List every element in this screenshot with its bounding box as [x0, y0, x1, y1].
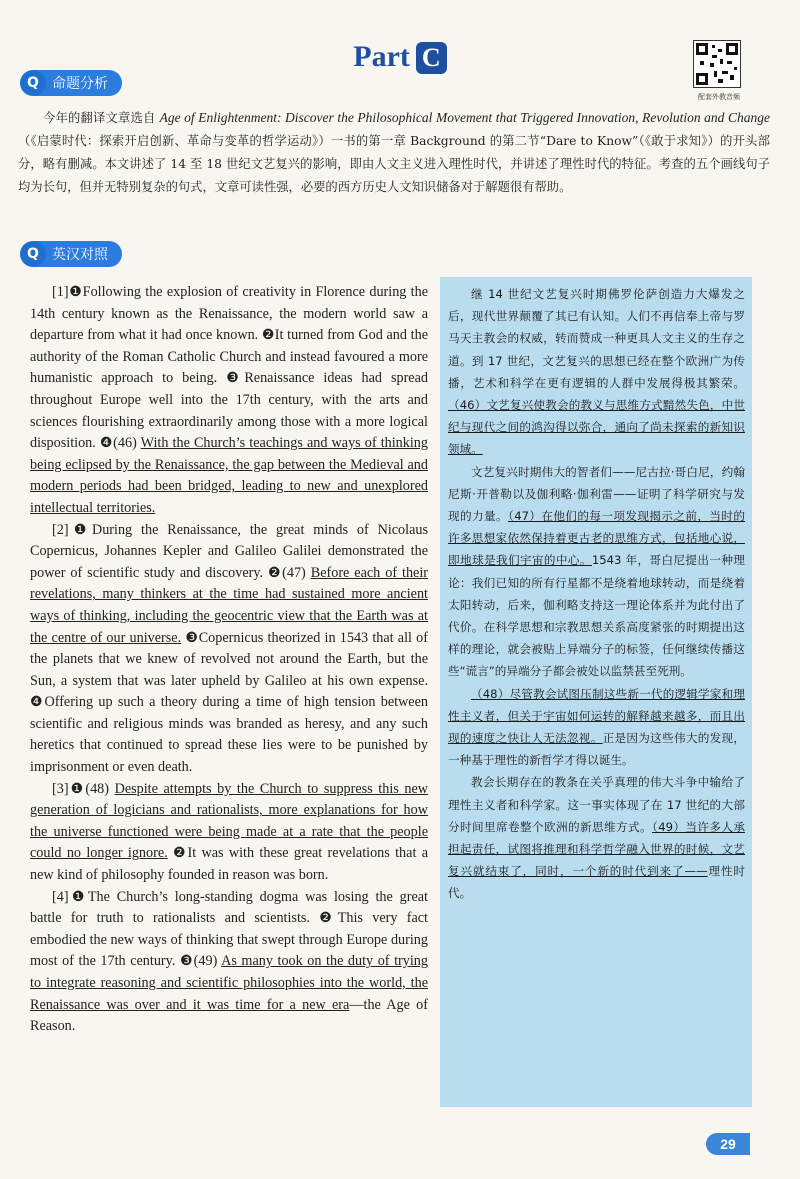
cn-p2-underlined: （47）在他们的每一项发现揭示之前，当时的许多思想家依然保持着更古老的思维方式，包括地心说，即地球是我们宇宙的中心。 — [448, 509, 745, 568]
en-paragraph-4 — [30, 887, 428, 1038]
en-p3-text-after: ❷It was with these great revelations that a new kind of philosophy founded in reason was born. — [30, 845, 428, 884]
en-p4-text: [4]❶The Church’s long-standing dogma was losing the great battle for truth to rationalists and scientists. ❷This very fact embodied the new ways of thinking that swept through Europe during most of the 17th century. ❸(49) — [30, 888, 428, 970]
cn-p3-underlined: （48）尽管教会试图压制这些新一代的逻辑学家和理性主义者，但关于宇宙如何运转的解释越来越多，而且出现的速度之快让人无法忽视。 — [448, 686, 745, 746]
cn-p4-underlined: （49）当许多人承担起责任，试图将推理和科学哲学融入世界的时候，文艺复兴就结束了，同时，一个新的时代到来了—— — [448, 819, 745, 879]
cn-p2-text-after: 1543 年，哥白尼提出一种理论：我们已知的所有行星都不是绕着地球转动，而是绕着太阳转动，后来，伽利略支持这一理论体系并为此付出了代价。在科学思想和宗教思想关系高度紧张的时期提出这样的理论，就会被贴上异端分子的标签，任何继续传播这些“谎言”的异端分子都会被处以监禁甚至死刑。 — [448, 553, 745, 679]
cn-p4-text: 教会长期存在的教条在关乎真理的伟大斗争中输给了理性主义者和科学家。这一事实体现了在 17 世纪的大部分时间里席卷整个欧洲的新思维方式。 — [448, 775, 745, 834]
en-paragraph-1 — [30, 282, 428, 520]
section-header-bilingual — [20, 241, 122, 267]
en-p3-text: [3]❶(48) — [52, 780, 115, 797]
en-paragraph-2 — [30, 520, 428, 779]
qr-caption: 配套外教音频 — [698, 93, 740, 101]
cn-paragraph-2 — [448, 461, 745, 683]
intro-text-1: 今年的翻译文章选自 — [43, 111, 156, 125]
cn-p1-underlined: （46）文艺复兴使教会的教义与思维方式黯然失色，中世纪与现代之间的鸿沟得以弥合，通向了尚未探索的新知识领域。 — [448, 398, 745, 457]
chinese-column — [448, 283, 745, 905]
qr-code-icon[interactable] — [693, 40, 741, 88]
cn-paragraph-4 — [448, 771, 745, 904]
en-p3-underlined: Despite attempts by the Church to suppress this new generation of logicians and rationalists, more explanations for how the universe functioned were being made at a rate that the people could no longer ignore. — [30, 780, 429, 862]
en-p4-text-after: —the Age of Reason. — [30, 996, 428, 1035]
en-p4-underlined: As many took on the duty of trying to integrate reasoning and scientific philosophies into the world, the Renaissance was over and it was time for a new era — [30, 953, 428, 1013]
cn-paragraph-1 — [448, 283, 745, 461]
section-title-bilingual: 英汉对照 — [34, 241, 122, 267]
part-word: Part — [353, 40, 410, 73]
q-badge-icon: Q — [20, 70, 46, 96]
section-header-analysis — [20, 70, 122, 96]
en-p2-text: [2]❶During the Renaissance, the great minds of Nicolaus Copernicus, Johannes Kepler and Galileo Galilei demonstrated the power of scientific study and discovery. ❷(47) — [30, 521, 428, 581]
en-p1-underlined: With the Church’s teachings and ways of thinking being eclipsed by the Renaissance, the gap between the Medieval and modern periods had been bridged, leading to new and unexplored intellectual territories. — [30, 435, 428, 516]
en-paragraph-3 — [30, 779, 428, 887]
section-title-analysis: 命题分析 — [34, 70, 122, 96]
book-title: Age of Enlightenment: Discover the Philosophical Movement that Triggered Innovation, Revolution and Change — [159, 110, 770, 125]
cn-p1-text: 继 14 世纪文艺复兴时期佛罗伦萨创造力大爆发之后，现代世界颠覆了其已有认知。人们不再信奉上帝与罗马天主教会的权威，转而赞成一种更具人文主义的生存之道。到 17 世纪，文艺复兴的思想已经在整个欧洲广为传播，艺术和科学在更有逻辑的人群中发展得极其繁荣。 — [448, 287, 745, 390]
part-title — [0, 40, 800, 74]
cn-p4-text-after: 理性时代。 — [448, 864, 745, 901]
en-p2-text-after: ❸Copernicus theorized in 1543 that all of the planets that we knew of revolved not around the Earth, but the Sun, a system that was later upheld by Galileo at his own expense. ❹Offering up such a theory during a time of high tension between scientific and religious minds was branded as heresy, and any such heretics that continued to spread these lies were to be punished by imprisonment or even death. — [30, 629, 429, 776]
cn-p2-text: 文艺复兴时期伟大的智者们——尼古拉·哥白尼，约翰尼斯·开普勒以及伽利略·伽利雷——证明了科学研究与发现的力量。 — [448, 464, 745, 524]
intro-text-2: （《启蒙时代：探索开启创新、革命与变革的哲学运动》）一书的第一章 Background 的第二节“Dare to Know”（《敢于求知》）的开头部分，略有删减。本文讲述了 14 至 18 世纪文艺复兴的影响，即由人文主义进入理性时代，并讲述了理性时代的特征。考查的五个画线句子均为长句，但并无特别复杂的句式，文章可读性强，必要的西方历史人文知识储备对于解题很有帮助。 — [18, 134, 770, 194]
page-number: 29 — [706, 1133, 750, 1155]
en-p2-underlined: Before each of their revelations, many thinkers at the time had sustained more ancient ways of thinking, including the geocentric view that the Earth was at the centre of our universe. — [30, 564, 429, 646]
en-p1-text: [1]❶Following the explosion of creativity in Florence during the 14th century known as the Renaissance, the modern world saw a departure from what it had once known. ❷It turned from God and the authority of the Roman Catholic Church and instead favoured a more humanistic approach to being. ❸Renaissance ideas had spread throughout Europe well into the 17th century, with the arts and sciences flourishing extraordinarily among those with a more logical disposition. ❹(46) — [30, 284, 428, 452]
q-badge-icon: Q — [20, 241, 46, 267]
english-column — [30, 282, 428, 1038]
cn-p3-text-after: 正是因为这些伟大的发现，一种基于理性的新哲学才得以诞生。 — [448, 731, 745, 768]
cn-paragraph-3 — [448, 683, 745, 772]
intro-paragraph — [18, 106, 770, 199]
part-letter-badge: C — [416, 42, 447, 74]
